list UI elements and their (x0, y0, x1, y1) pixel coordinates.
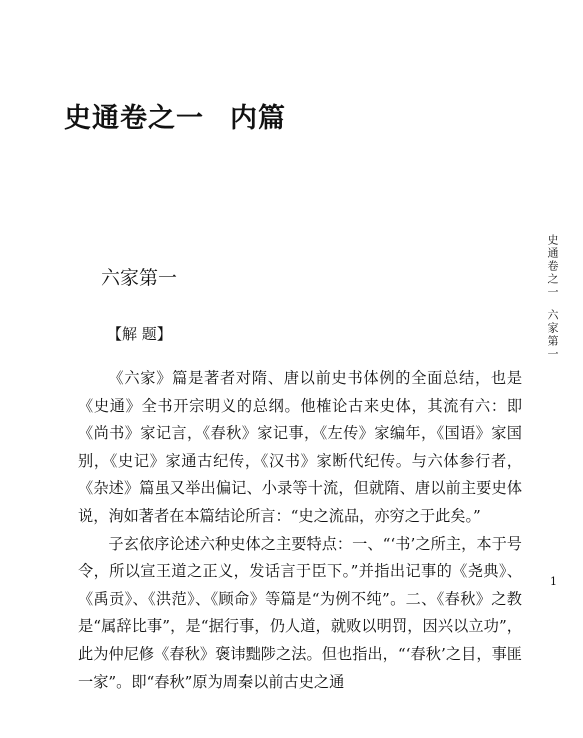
chapter-title: 六家第一 (101, 267, 178, 289)
page-number: 1 (550, 575, 557, 588)
section-label: 【解 题】 (107, 325, 172, 343)
volume-title-sub: 内篇 (230, 103, 286, 134)
volume-title-main: 史通卷之一 (64, 103, 204, 134)
volume-title (64, 96, 286, 135)
running-head-chapter: 六家第一 (546, 309, 559, 361)
body-text (78, 365, 522, 696)
running-head (544, 234, 560, 361)
running-head-book: 史通卷之一 (546, 234, 559, 299)
body-paragraph-2: 子玄依序论述六种史体之主要特点：一、“‘书’之所主，本于号令，所以宣王道之正义，发话言于臣下。”并指出记事的《尧典》、《禹贡》、《洪范》、《顾命》等篇是“为例不纯”。二、《春秋》之教是“属辞比事”，是“据行事，仍人道，就败以明罚，因兴以立功”，此为仲尼修《春秋》褒讳黜陟之法。但也指出，“‘春秋’之目，事匪一家”。即“春秋”原为周秦以前古史之通 (78, 534, 522, 691)
body-paragraph-1: 《六家》篇是著者对隋、唐以前史书体例的全面总结，也是《史通》全书开宗明义的总纲。他榷论古来史体，其流有六：即《尚书》家记言，《春秋》家记事，《左传》家编年，《国语》家国别，《史记》家通古纪传，《汉书》家断代纪传。与六体参行者，《杂述》篇虽又举出偏记、小录等十流，但就隋、唐以前主要史体说，洵如著者在本篇结论所言：“史之流品，亦穷之于此矣。” (78, 369, 522, 525)
